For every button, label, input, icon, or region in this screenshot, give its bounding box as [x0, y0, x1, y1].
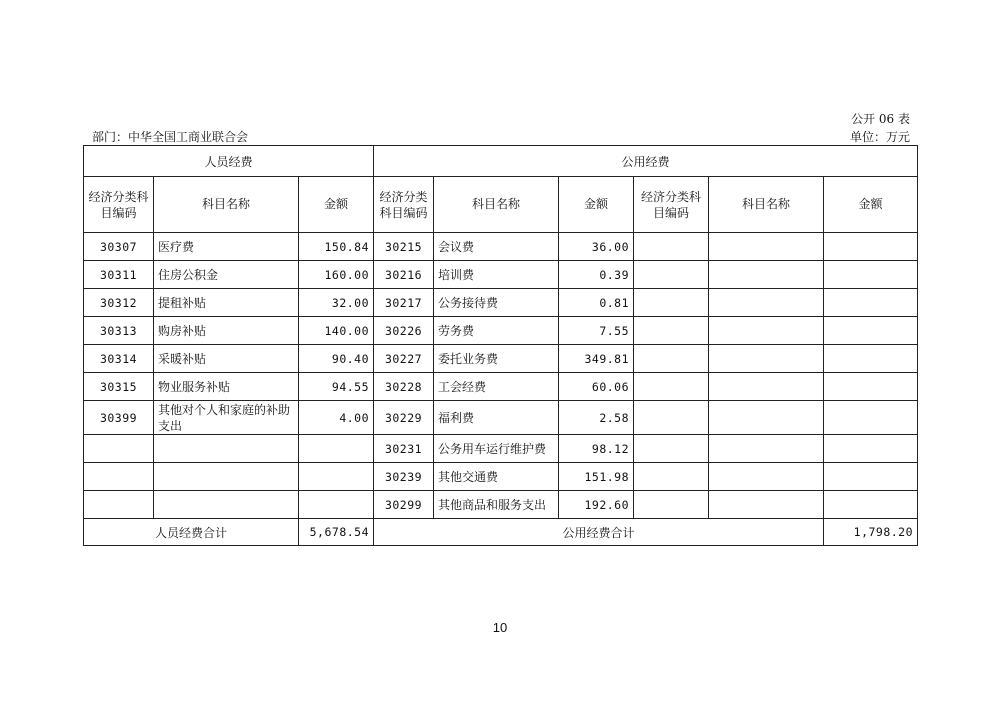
public-code-cell-2	[634, 317, 709, 345]
personnel-code-cell: 30312	[84, 289, 154, 317]
public-name-cell-2	[709, 373, 824, 401]
public-name-cell: 会议费	[434, 233, 559, 261]
public-code-cell-2	[634, 233, 709, 261]
personnel-amount-cell: 90.40	[299, 345, 374, 373]
public-name-cell-2	[709, 289, 824, 317]
table-row	[84, 261, 918, 289]
personnel-code-cell	[84, 463, 154, 491]
public-code-cell: 30299	[374, 491, 434, 519]
personnel-name-cell: 其他对个人和家庭的补助支出	[154, 401, 299, 435]
public-amount-cell: 0.39	[559, 261, 634, 289]
personnel-name-cell: 住房公积金	[154, 261, 299, 289]
public-name-cell: 公务接待费	[434, 289, 559, 317]
personnel-name-cell: 医疗费	[154, 233, 299, 261]
unit-label: 单位：万元	[849, 130, 910, 144]
public-name-cell-2	[709, 233, 824, 261]
public-amount-cell: 36.00	[559, 233, 634, 261]
public-amount-cell: 2.58	[559, 401, 634, 435]
public-name-cell-2	[709, 261, 824, 289]
public-code-cell: 30216	[374, 261, 434, 289]
table-row	[84, 345, 918, 373]
personnel-name-cell	[154, 435, 299, 463]
col-header-code-public-2: 经济分类科目编码	[634, 177, 709, 233]
col-header-amount: 金额	[299, 177, 374, 233]
public-amount-cell: 151.98	[559, 463, 634, 491]
public-amount-cell-2	[824, 435, 918, 463]
personnel-total-value: 5,678.54	[299, 519, 374, 546]
public-amount-cell-2	[824, 401, 918, 435]
public-name-cell: 福利费	[434, 401, 559, 435]
table-row	[84, 289, 918, 317]
col-header-name-public: 科目名称	[434, 177, 559, 233]
public-name-cell: 劳务费	[434, 317, 559, 345]
public-name-cell-2	[709, 345, 824, 373]
public-amount-cell: 192.60	[559, 491, 634, 519]
total-row	[84, 519, 918, 546]
table-row	[84, 491, 918, 519]
personnel-amount-cell	[299, 491, 374, 519]
section-header-row	[84, 146, 918, 177]
personnel-section-title: 人员经费	[84, 146, 374, 177]
col-header-name: 科目名称	[154, 177, 299, 233]
personnel-amount-cell: 94.55	[299, 373, 374, 401]
personnel-code-cell: 30307	[84, 233, 154, 261]
personnel-amount-cell	[299, 463, 374, 491]
public-code-cell: 30227	[374, 345, 434, 373]
form-number: 公开 06 表	[851, 112, 910, 126]
col-header-code-public: 经济分类科目编码	[374, 177, 434, 233]
public-amount-cell-2	[824, 261, 918, 289]
public-code-cell: 30217	[374, 289, 434, 317]
public-name-cell: 工会经费	[434, 373, 559, 401]
public-code-cell: 30231	[374, 435, 434, 463]
public-total-value: 1,798.20	[824, 519, 918, 546]
personnel-name-cell	[154, 463, 299, 491]
public-code-cell: 30239	[374, 463, 434, 491]
column-header-row	[84, 177, 918, 233]
public-name-cell: 其他商品和服务支出	[434, 491, 559, 519]
personnel-name-cell: 购房补贴	[154, 317, 299, 345]
table-row	[84, 463, 918, 491]
public-code-cell-2	[634, 373, 709, 401]
personnel-amount-cell: 140.00	[299, 317, 374, 345]
col-header-code: 经济分类科目编码	[84, 177, 154, 233]
public-name-cell-2	[709, 401, 824, 435]
public-code-cell-2	[634, 289, 709, 317]
public-code-cell: 30226	[374, 317, 434, 345]
public-name-cell-2	[709, 435, 824, 463]
public-code-cell-2	[634, 463, 709, 491]
personnel-code-cell: 30311	[84, 261, 154, 289]
public-amount-cell-2	[824, 491, 918, 519]
personnel-code-cell	[84, 435, 154, 463]
personnel-code-cell: 30399	[84, 401, 154, 435]
public-name-cell-2	[709, 463, 824, 491]
col-header-amount-public-2: 金额	[824, 177, 918, 233]
public-name-cell: 培训费	[434, 261, 559, 289]
public-amount-cell-2	[824, 289, 918, 317]
public-amount-cell-2	[824, 373, 918, 401]
public-code-cell: 30215	[374, 233, 434, 261]
public-total-label: 公用经费合计	[374, 519, 824, 546]
public-amount-cell-2	[824, 463, 918, 491]
public-code-cell-2	[634, 401, 709, 435]
public-code-cell-2	[634, 435, 709, 463]
public-section-title: 公用经费	[374, 146, 918, 177]
table-body	[84, 233, 918, 519]
public-amount-cell: 7.55	[559, 317, 634, 345]
public-amount-cell: 349.81	[559, 345, 634, 373]
col-header-name-public-2: 科目名称	[709, 177, 824, 233]
personnel-amount-cell: 4.00	[299, 401, 374, 435]
public-amount-cell-2	[824, 345, 918, 373]
personnel-name-cell: 物业服务补贴	[154, 373, 299, 401]
public-code-cell: 30228	[374, 373, 434, 401]
department-label: 部门：中华全国工商业联合会	[92, 130, 249, 144]
public-name-cell: 公务用车运行维护费	[434, 435, 559, 463]
public-code-cell: 30229	[374, 401, 434, 435]
personnel-name-cell: 提租补贴	[154, 289, 299, 317]
personnel-code-cell: 30313	[84, 317, 154, 345]
page-number: 10	[492, 620, 508, 635]
personnel-total-label: 人员经费合计	[84, 519, 299, 546]
personnel-name-cell	[154, 491, 299, 519]
table-row	[84, 435, 918, 463]
table-row	[84, 317, 918, 345]
col-header-amount-public: 金额	[559, 177, 634, 233]
table-row	[84, 373, 918, 401]
personnel-amount-cell: 160.00	[299, 261, 374, 289]
expenditure-table	[83, 145, 918, 546]
public-code-cell-2	[634, 491, 709, 519]
public-amount-cell: 98.12	[559, 435, 634, 463]
public-code-cell-2	[634, 261, 709, 289]
public-code-cell-2	[634, 345, 709, 373]
personnel-amount-cell: 150.84	[299, 233, 374, 261]
personnel-code-cell	[84, 491, 154, 519]
public-name-cell-2	[709, 317, 824, 345]
personnel-code-cell: 30314	[84, 345, 154, 373]
public-name-cell: 其他交通费	[434, 463, 559, 491]
public-amount-cell-2	[824, 233, 918, 261]
personnel-amount-cell: 32.00	[299, 289, 374, 317]
personnel-code-cell: 30315	[84, 373, 154, 401]
table-row	[84, 233, 918, 261]
table-row	[84, 401, 918, 435]
personnel-name-cell: 采暖补贴	[154, 345, 299, 373]
public-amount-cell: 0.81	[559, 289, 634, 317]
personnel-amount-cell	[299, 435, 374, 463]
public-name-cell-2	[709, 491, 824, 519]
public-amount-cell-2	[824, 317, 918, 345]
public-amount-cell: 60.06	[559, 373, 634, 401]
public-name-cell: 委托业务费	[434, 345, 559, 373]
